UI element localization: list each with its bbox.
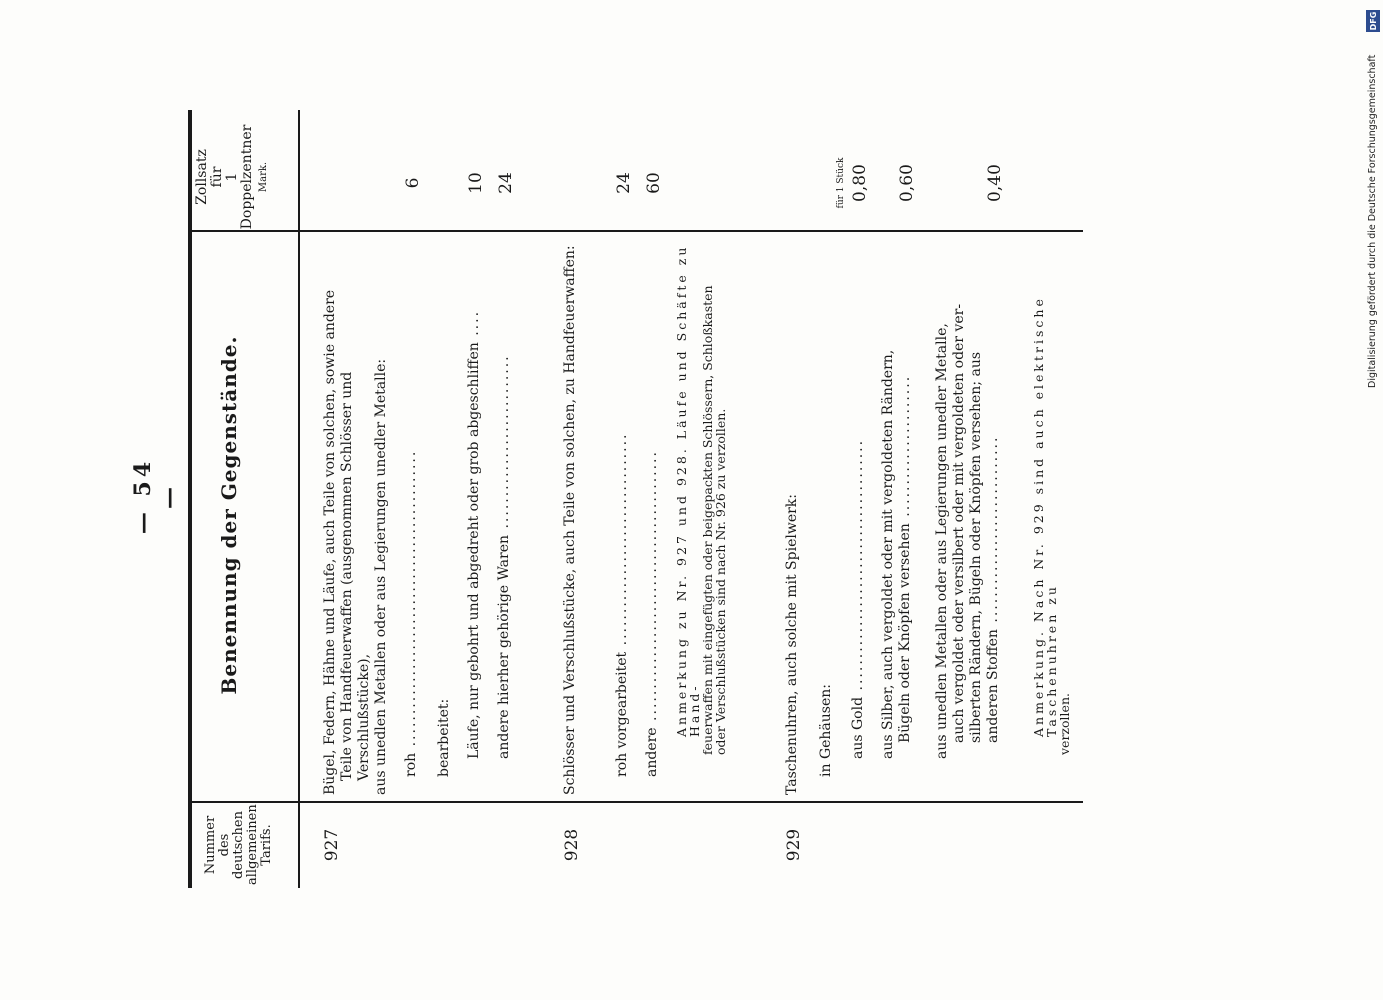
dfg-logo: DFG (1366, 10, 1380, 32)
entry-929-cases: in Gehäusen: (818, 684, 834, 777)
column-divider-left (188, 801, 1083, 803)
entry-927-intro: Bügel, Federn, Hähne und Läufe, auch Teile von solchen, sowie andere Teile von Handfeuerwaffen (ausgenommen Schlösser und Verschlußstücke), aus unedlen Metallen oder aus Legierungen unedler Metalle: (322, 289, 389, 795)
rate-929-gold: 0,80 (850, 164, 870, 202)
header-bottom-rule (298, 110, 300, 888)
entry-928-other: andere .......................................... (644, 450, 660, 777)
unit-per-piece: für 1 Stück (836, 157, 846, 209)
note-929: Anmerkung. Nach Nr. 929 sind auch elektrische Taschenuhren zu verzollen. (1031, 296, 1072, 755)
entry-927-barrels: Läufe, nur gebohrt und abgedreht oder grob abgeschliffen .... (466, 309, 482, 759)
currency-unit: Mark. (258, 161, 269, 193)
tariff-number-927: 927 (322, 828, 342, 862)
rate-928-raw: 24 (614, 172, 634, 194)
entry-927-other: andere hierher gehörige Waren ........................... (496, 354, 512, 759)
rate-927-other: 24 (496, 172, 516, 194)
tariff-number-929: 929 (784, 828, 804, 862)
entry-928-intro: Schlösser und Verschlußstücke, auch Teile von solchen, zu Handfeuerwaffen: (562, 245, 578, 795)
note-927-928: Anmerkung zu Nr. 927 und 928. Läufe und Schäfte zu Hand- feuerwaffen mit eingefügten oder beigepackten Schlössern, Schloßkasten oder Verschlußstücken sind nach Nr. 926 zu verzollen. (674, 244, 728, 755)
column-divider-right (188, 230, 1083, 232)
entry-929-gold: aus Gold ....................................... (850, 438, 866, 759)
header-duty-column: Zollsatz für 1 Doppelzentner Mark. (195, 122, 271, 232)
entry-929-intro: Taschenuhren, auch solche mit Spielwerk: (784, 493, 800, 795)
header-number-column: Nummer des deutschen allgemeinen Tarifs. (203, 804, 274, 885)
table-top-rule (188, 110, 192, 888)
entry-928-raw: roh vorgearbeitet ................................. (614, 432, 630, 777)
rate-927-barrels: 10 (466, 172, 486, 194)
rate-928-other: 60 (644, 172, 664, 194)
digitization-credit-strip (1365, 0, 1381, 1000)
header-description-column: Benennung der Gegenstände. (217, 335, 241, 695)
entry-929-base-metals: aus unedlen Metallen oder aus Legierungen unedler Metalle, auch vergoldet oder versilbert oder mit vergoldeten oder ver- silberten Rändern, Bügeln oder Knöpfen versehen; aus anderen Stoffen ............................. (934, 303, 1001, 759)
entry-927-raw: roh .............................................. (403, 449, 419, 777)
rate-927-raw: 6 (403, 177, 423, 189)
rate-929-silver: 0,60 (897, 164, 917, 202)
page-number: — 54 — (130, 457, 182, 535)
rate-929-base-metals: 0,40 (985, 164, 1005, 202)
tariff-number-928: 928 (562, 828, 582, 862)
entry-927-worked: bearbeitet: (436, 698, 452, 777)
digitization-credit: Digitalisierung gefördert durch die Deutsche Forschungsgemeinschaft (1367, 54, 1378, 388)
entry-929-silver: aus Silber, auch vergoldet oder mit vergoldeten Rändern, Bügeln oder Knöpfen versehen ...................... (880, 349, 913, 759)
